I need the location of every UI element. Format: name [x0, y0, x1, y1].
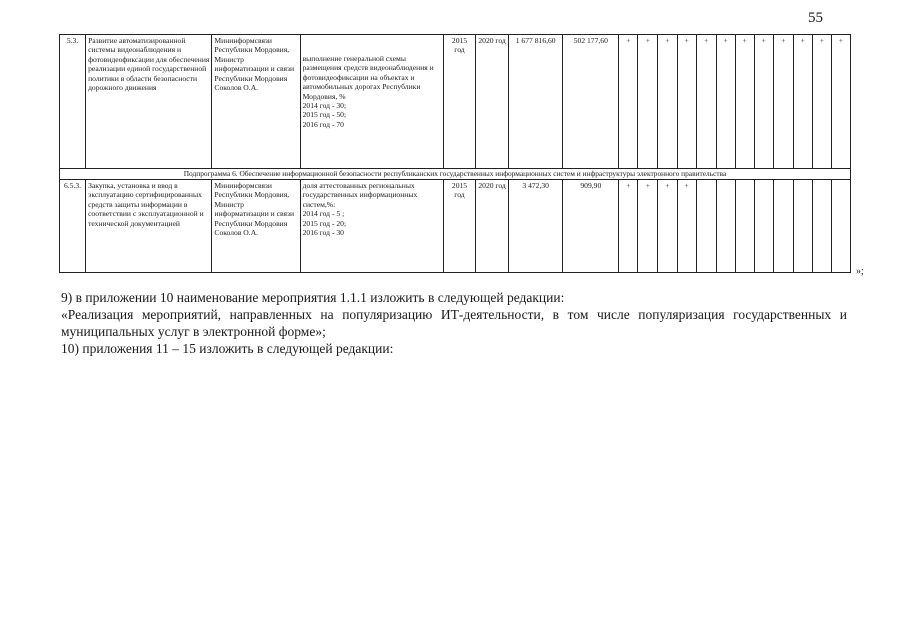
mark-cell: +: [677, 180, 696, 273]
amendment-paragraph-10: 10) приложения 11 – 15 изложить в следующей редакции:: [61, 341, 394, 356]
mark-cell: +: [658, 35, 677, 169]
mark-cell: +: [619, 35, 638, 169]
mark-cell: [735, 180, 754, 273]
mark-cell: +: [638, 35, 658, 169]
mark-cell: [696, 180, 716, 273]
mark-cell: [754, 180, 773, 273]
year-end-cell: 2020 год: [476, 180, 509, 273]
mark-cell: [812, 180, 831, 273]
table-row: [60, 35, 851, 169]
mark-cell: +: [793, 35, 812, 169]
mark-cell: +: [658, 180, 677, 273]
mark-cell: +: [677, 35, 696, 169]
mark-cell: [793, 180, 812, 273]
subprogram-heading: Подпрограмма 6. Обеспечение информационной безопасности республиканских государственных информационных систем и инфраструктуры электронного правительства: [60, 169, 851, 180]
measure-name: Развитие автоматизированной системы видеонаблюдения и фотовидеофиксации для обеспечения реализации единой государственной политики в области безопасности дорожного движения: [86, 35, 212, 169]
page-number: 55: [808, 10, 823, 26]
sum-total-cell: 3 472,30: [509, 180, 563, 273]
mark-cell: +: [773, 35, 793, 169]
mark-cell: +: [696, 35, 716, 169]
mark-cell: +: [638, 180, 658, 273]
mark-cell: +: [716, 35, 735, 169]
executor-cell: Мининформсвязи Республики Мордовия, Министр информатизации и связи Республики Мордовия Соколов О.А.: [212, 180, 300, 273]
table-row: [60, 180, 851, 273]
amendment-paragraph-9: 9) в приложении 10 наименование мероприятия 1.1.1 изложить в следующей редакции:: [61, 290, 565, 305]
mark-cell: +: [735, 35, 754, 169]
amendment-quote: «Реализация мероприятий, направленных на популяризацию ИТ-деятельности, в том числе популяризация государственных и муниципальных услуг в электронной форме»;: [61, 307, 847, 339]
year-start-cell: 2015 год: [443, 180, 475, 273]
subprogram-row: [60, 169, 851, 180]
sum-total-cell: 1 677 816,60: [509, 35, 563, 169]
sum-part-cell: 502 177,60: [563, 35, 619, 169]
indicator-text: выполнение генеральной схемы размещения средств видеонаблюдения и фотовидеофиксации на объектах и автомобильных дорогах Республики Мордовия, % 2014 год - 30; 2015 год - 50; 2016 год - 70: [302, 54, 434, 129]
mark-cell: +: [812, 35, 831, 169]
mark-cell: [773, 180, 793, 273]
year-end-cell: 2020 год: [476, 35, 509, 169]
program-table: [59, 34, 851, 273]
indicator-cell: доля аттестованных региональных государственных информационных систем,%: 2014 год - 5 ; 2015 год - 20; 2016 год - 30: [300, 180, 443, 273]
mark-cell: [831, 180, 850, 273]
row-number: 5.3.: [60, 35, 86, 169]
year-start-cell: 2015 год: [443, 35, 475, 169]
indicator-cell: [300, 35, 443, 169]
row-number: 6.5.3.: [60, 180, 86, 273]
closing-quote-mark: »;: [856, 266, 864, 277]
measure-name: Закупка, установка и ввод в эксплуатацию сертифицированных средств защиты информации в соответствии с эксплуатационной и технической документацией: [86, 180, 212, 273]
mark-cell: +: [619, 180, 638, 273]
mark-cell: +: [754, 35, 773, 169]
sum-part-cell: 909,90: [563, 180, 619, 273]
mark-cell: +: [831, 35, 850, 169]
executor-cell: Мининформсвязи Республики Мордовия, Министр информатизации и связи Республики Мордовия Соколов О.А.: [212, 35, 300, 169]
mark-cell: [716, 180, 735, 273]
